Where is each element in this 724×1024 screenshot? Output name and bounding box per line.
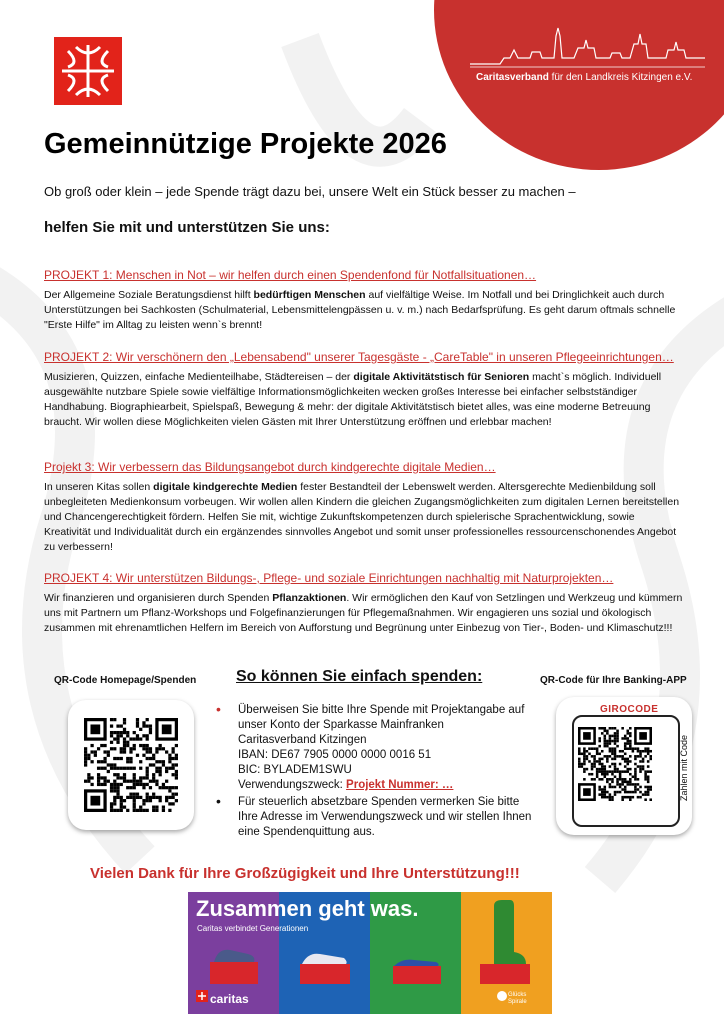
qr-code-banking[interactable] (556, 697, 692, 835)
project-body: Der Allgemeine Soziale Beratungsdienst hilft bedürftigen Menschen auf vielfältige Weise. Im Notfall und bei Dringlichkeit auch durch Unterstützungen bei Sachkosten (Schulmaterial, Lebensmittelengpässen u. v. m.) nach Bedarfsprüfung. Es geht darum oftmals schnelle "Erste Hilfe" im Alltag zu leisten wenn`s brennt! (44, 289, 676, 331)
project-1 (44, 268, 684, 333)
girocode-side-text: Zahlen mit Code (679, 734, 689, 802)
bic: BIC: BYLADEM1SWU (238, 764, 352, 776)
project-body: Musizieren, Quizzen, einfache Medienteilhabe, Städtereisen – der digitale Aktivitätstisch für Senioren macht`s möglich. Individuell ausgewählte nutzbare Spiele sowie vielfältige Informationsmöglichkeiten wecken großes Interesse bei einfacher selbstständiger Handhabung. Biographiearbeit, Spielspaß, Bewegung & mehr: der digitale Aktivitätstisch bietet alles, was eine moderne Betreuung braucht. Wir wollen diese Möglichkeiten vielen Gästen mit Ihrer Unterstützung eröffnen und erlebbar machen! (44, 371, 662, 428)
qr-code-homepage[interactable] (68, 700, 194, 830)
project-body: Wir finanzieren und organisieren durch Spenden Pflanzaktionen. Wir ermöglichen den Kauf von Setzlingen und Werkzeug und kümmern uns mit Partnern um Pflanz-Workshops und Folgefinanzierungen für Pflegemaßnahmen. Wir engagieren uns sozial und ökologisch zusammen mit ehrenamtlichen Helfern im Bereich von Aufforstung und Begrünung unter Einbezug von Tier-, Boden- und Klimaschutz!!! (44, 592, 683, 634)
project-heading: PROJEKT 1: Menschen in Not – wir helfen durch einen Spendenfond für Notfallsituationen… (44, 268, 537, 282)
donation-heading: So können Sie einfach spenden: (236, 668, 483, 685)
girocode-label: GIROCODE (600, 704, 659, 715)
donation-instructions (216, 703, 536, 842)
project-body: In unseren Kitas sollen digitale kindgerechte Medien fester Bestandteil der Lebenswelt werden. Altersgerechte Medienbildung soll unbegleiteten Medienkonsum vorbeugen. Wir wollen allen Kindern die gleichen Zugangsmöglichkeiten zum digitalen Lernen bereitstellen und Chancengerechtigkeit fördern. Helfen Sie mit, wichtige Zukunftskompetenzen durch spielerische Sprachentwicklung, sowie Kreativität und Individualität durch ein ergänzendes sinnvolles Angebot und somit unser professionelles ressourcenschonendes Angebot zu verbessern! (44, 481, 680, 553)
project-4 (44, 571, 684, 636)
project-heading: Projekt 3: Wir verbessern das Bildungsangebot durch kindgerechte digitale Medien… (44, 460, 496, 474)
caritas-logo (54, 37, 122, 105)
project-heading: PROJEKT 2: Wir verschönern den „Lebensabend" unserer Tagesgäste - „CareTable" in unseren Pflegeeinrichtungen… (44, 350, 674, 364)
project-heading: PROJEKT 4: Wir unterstützen Bildungs-, Pflege- und soziale Einrichtungen nachhaltig mit Naturprojekten… (44, 571, 614, 585)
thank-you-text: Vielen Dank für Ihre Großzügigkeit und Ihre Unterstützung!!! (90, 865, 520, 882)
city-skyline-icon (470, 20, 705, 70)
project-2 (44, 350, 684, 430)
purpose-reference: Projekt Nummer: … (346, 779, 454, 791)
qr-code-icon (84, 718, 178, 812)
qr-left-label: QR-Code Homepage/Spenden (54, 675, 197, 686)
call-to-action: helfen Sie mit und unterstützen Sie uns: (44, 219, 330, 236)
banner-subtitle: Caritas verbindet Generationen (197, 924, 309, 933)
organization-name: Caritasverband für den Landkreis Kitzingen e.V. (476, 72, 693, 83)
banner-title: Zusammen geht was. (196, 896, 419, 921)
qr-right-label: QR-Code für Ihre Banking-APP (540, 675, 687, 686)
intro-text: Ob groß oder klein – jede Spende trägt dazu bei, unsere Welt ein Stück besser zu machen – (44, 184, 576, 199)
banner-brand: caritas (210, 992, 249, 1006)
page-title: Gemeinnützige Projekte 2026 (44, 128, 447, 160)
campaign-banner (188, 892, 552, 1014)
project-3 (44, 460, 684, 555)
lottery-logo: Glücks Spirale (508, 992, 527, 1005)
caritas-cross-icon (54, 37, 122, 105)
bank-transfer-item: • Überweisen Sie bitte Ihre Spende mit Projektangabe auf unser Konto der Sparkasse Mainfranken Caritasverband Kitzingen IBAN: DE67 7905 0000 0000 0016 51 BIC: BYLADEM1SWU Verwendungszweck: Projekt Nummer: … (216, 703, 536, 793)
qr-code-icon (578, 727, 652, 801)
iban: IBAN: DE67 7905 0000 0000 0016 51 (238, 749, 432, 761)
tax-receipt-item: • Für steuerlich absetzbare Spenden vermerken Sie bitte Ihre Adresse im Verwendungszweck und wir stellen Ihnen eine Spendenquittung aus. (216, 795, 536, 840)
